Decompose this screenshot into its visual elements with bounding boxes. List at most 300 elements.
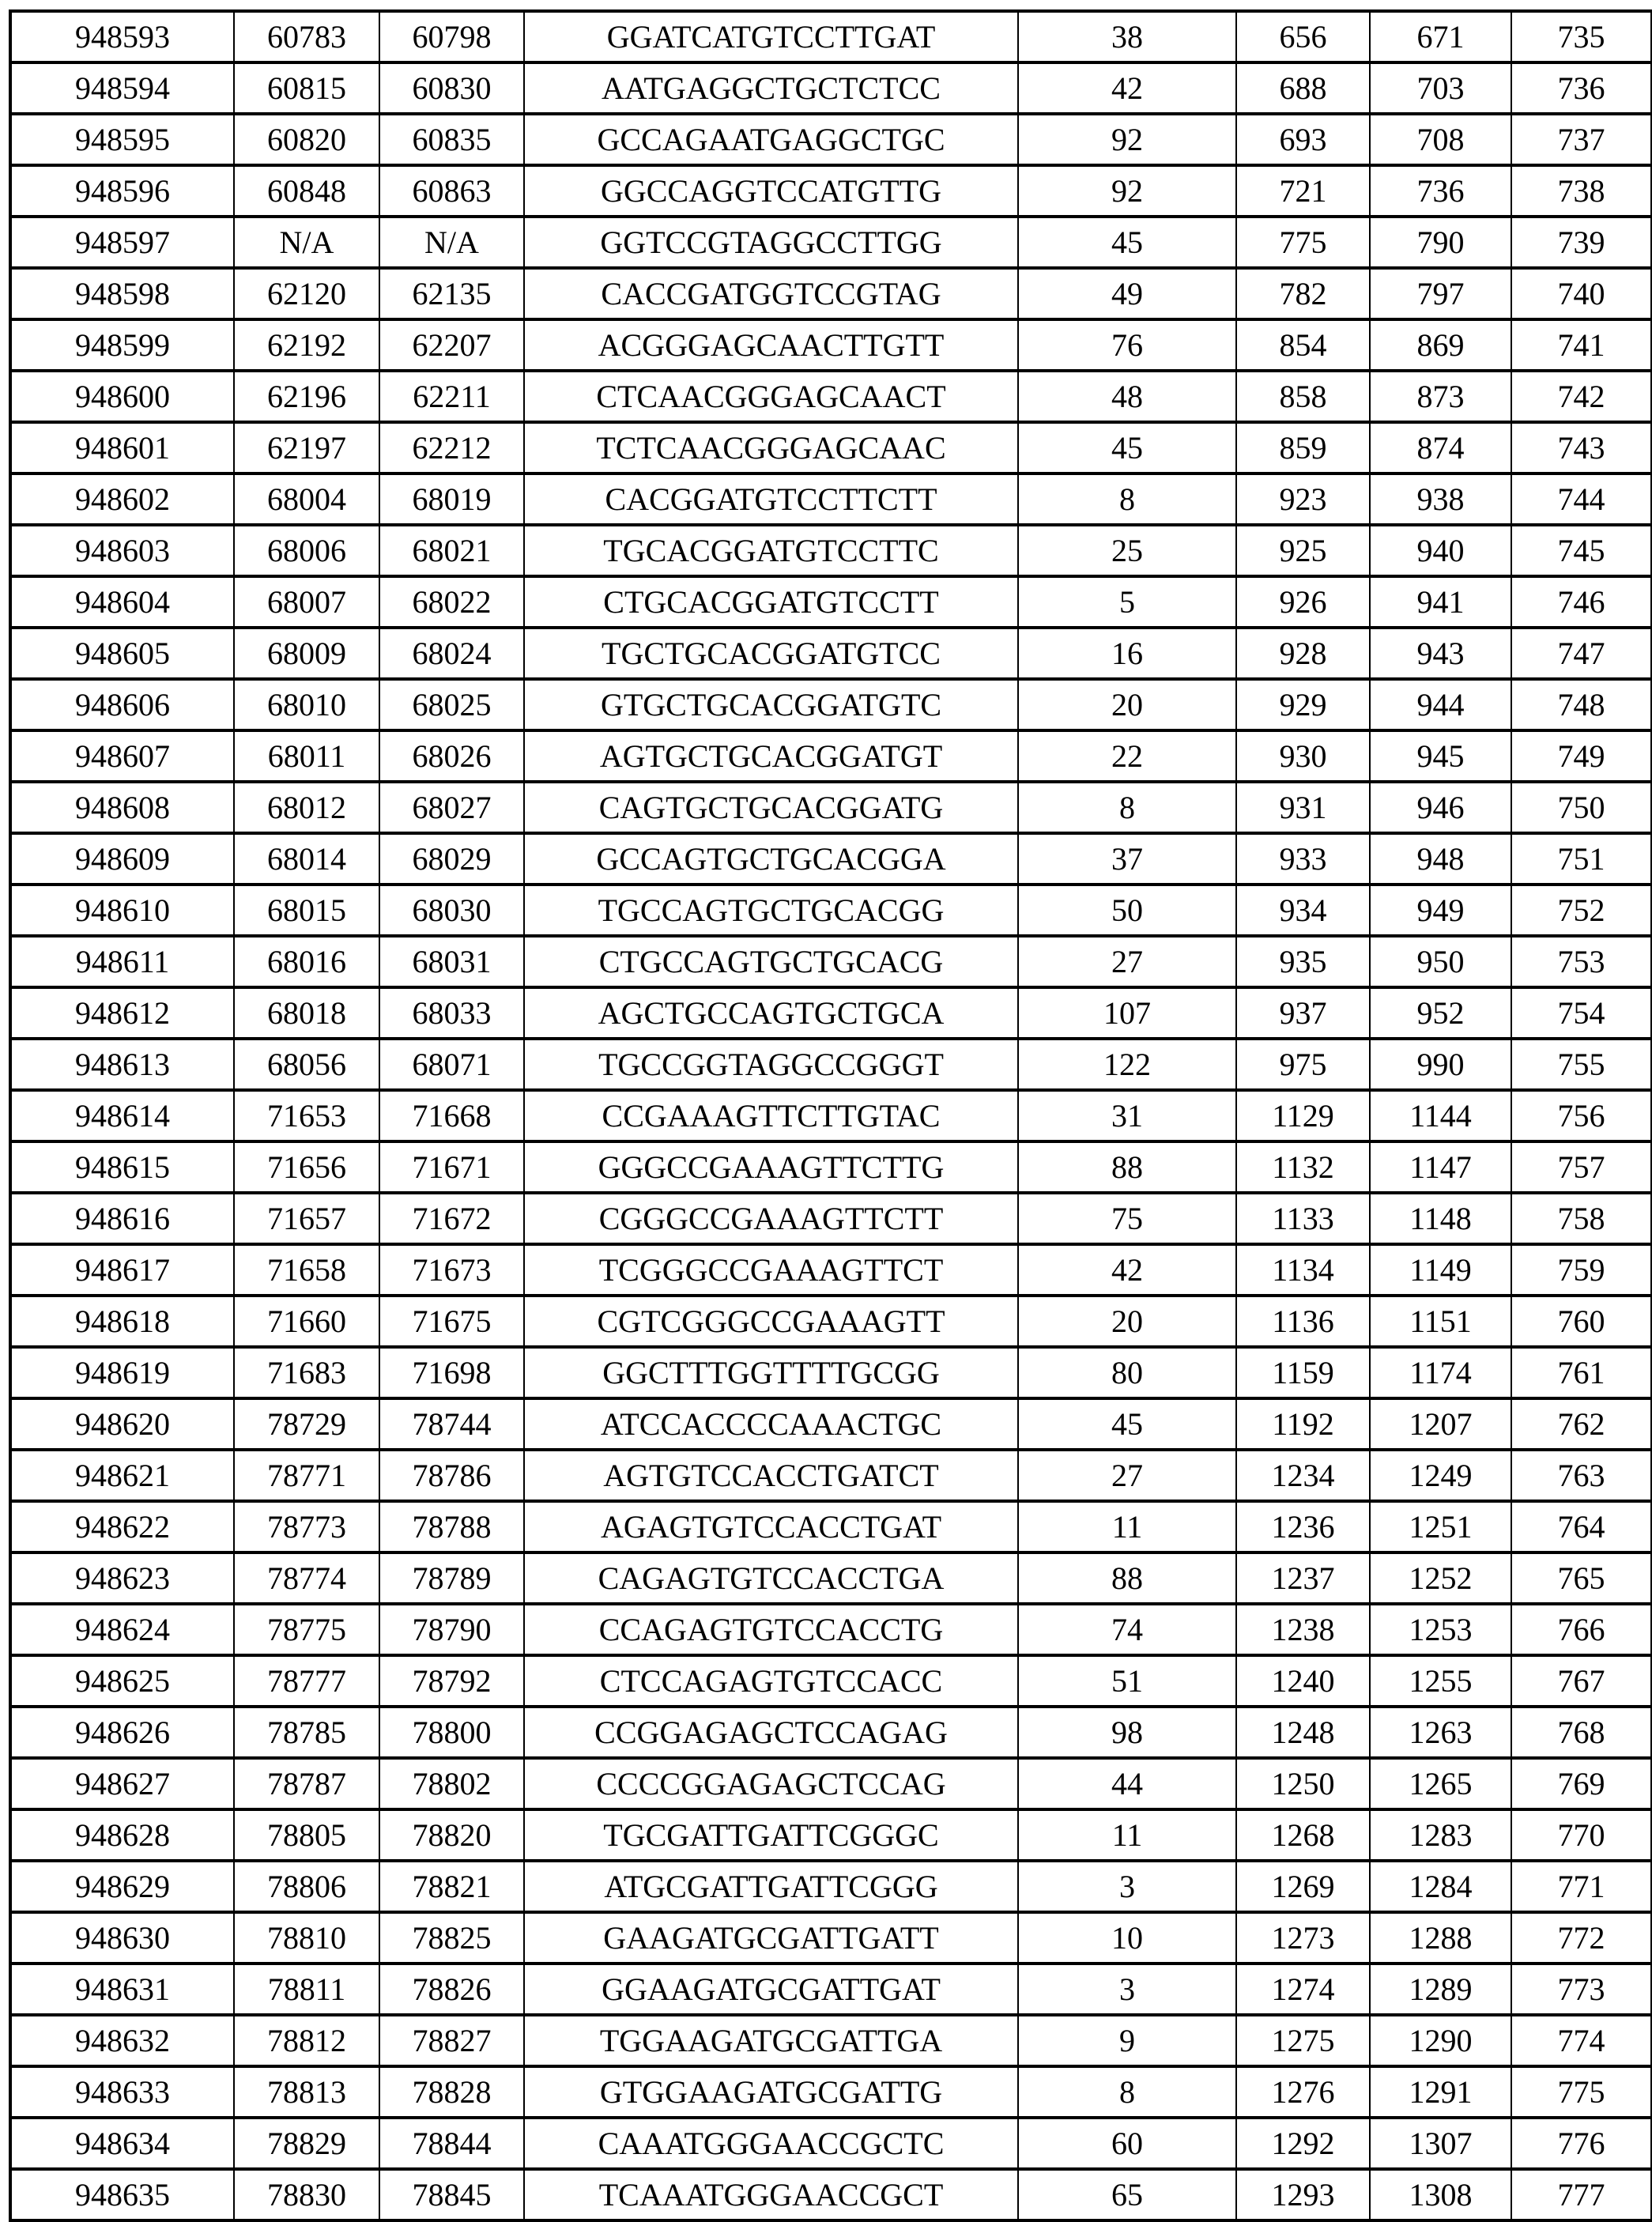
stop-site-cell: 71671: [379, 1141, 524, 1193]
table-row: [10, 1039, 1652, 1090]
site-stop-cell: 1284: [1370, 1861, 1511, 1912]
start-site-cell: 60783: [234, 11, 379, 62]
site-start-cell: 925: [1236, 525, 1370, 576]
start-site-cell: 78830: [234, 2169, 379, 2220]
value-cell: 88: [1018, 1141, 1236, 1193]
sequence-cell: CACCGATGGTCCGTAG: [524, 268, 1018, 319]
start-site-cell: 78785: [234, 1707, 379, 1758]
site-start-cell: 1132: [1236, 1141, 1370, 1193]
seq-id-cell: 772: [1511, 1912, 1652, 1964]
stop-site-cell: 60798: [379, 11, 524, 62]
stop-site-cell: 78820: [379, 1809, 524, 1861]
seq-id-cell: 774: [1511, 2015, 1652, 2066]
stop-site-cell: 68071: [379, 1039, 524, 1090]
sequence-cell: CAAATGGGAACCGCTC: [524, 2118, 1018, 2169]
start-site-cell: 68012: [234, 782, 379, 833]
seq-id-cell: 756: [1511, 1090, 1652, 1141]
seq-id-cell: 737: [1511, 114, 1652, 165]
compound-id-cell: 948609: [10, 833, 234, 885]
site-stop-cell: 949: [1370, 885, 1511, 936]
stop-site-cell: 62135: [379, 268, 524, 319]
table-row: [10, 525, 1652, 576]
start-site-cell: 78773: [234, 1501, 379, 1552]
seq-id-cell: 771: [1511, 1861, 1652, 1912]
compound-id-cell: 948604: [10, 576, 234, 628]
compound-id-cell: 948634: [10, 2118, 234, 2169]
compound-id-cell: 948595: [10, 114, 234, 165]
site-stop-cell: 1149: [1370, 1244, 1511, 1296]
sequence-cell: GGCCAGGTCCATGTTG: [524, 165, 1018, 217]
start-site-cell: 62197: [234, 422, 379, 473]
compound-id-cell: 948598: [10, 268, 234, 319]
compound-id-cell: 948623: [10, 1552, 234, 1604]
stop-site-cell: 78845: [379, 2169, 524, 2220]
compound-id-cell: 948622: [10, 1501, 234, 1552]
compound-id-cell: 948607: [10, 730, 234, 782]
sequence-cell: CCAGAGTGTCCACCTG: [524, 1604, 1018, 1655]
start-site-cell: 78775: [234, 1604, 379, 1655]
site-start-cell: 1192: [1236, 1398, 1370, 1450]
sequence-cell: TCGGGCCGAAAGTTCT: [524, 1244, 1018, 1296]
table-row: [10, 165, 1652, 217]
stop-site-cell: 78826: [379, 1964, 524, 2015]
sequence-cell: ACGGGAGCAACTTGTT: [524, 319, 1018, 371]
stop-site-cell: 62212: [379, 422, 524, 473]
site-stop-cell: 1253: [1370, 1604, 1511, 1655]
site-stop-cell: 873: [1370, 371, 1511, 422]
table-row: [10, 422, 1652, 473]
start-site-cell: 62192: [234, 319, 379, 371]
sequence-cell: GCCAGTGCTGCACGGA: [524, 833, 1018, 885]
value-cell: 5: [1018, 576, 1236, 628]
sequence-cell: CCGAAAGTTCTTGTAC: [524, 1090, 1018, 1141]
site-start-cell: 1248: [1236, 1707, 1370, 1758]
site-stop-cell: 1144: [1370, 1090, 1511, 1141]
seq-id-cell: 768: [1511, 1707, 1652, 1758]
start-site-cell: 62120: [234, 268, 379, 319]
start-site-cell: 71683: [234, 1347, 379, 1398]
value-cell: 45: [1018, 422, 1236, 473]
table-row: [10, 371, 1652, 422]
table-row: [10, 1552, 1652, 1604]
sequence-cell: CAGTGCTGCACGGATG: [524, 782, 1018, 833]
seq-id-cell: 763: [1511, 1450, 1652, 1501]
seq-id-cell: 749: [1511, 730, 1652, 782]
stop-site-cell: 68021: [379, 525, 524, 576]
site-start-cell: 721: [1236, 165, 1370, 217]
seq-id-cell: 775: [1511, 2066, 1652, 2118]
site-stop-cell: 941: [1370, 576, 1511, 628]
compound-id-cell: 948610: [10, 885, 234, 936]
seq-id-cell: 767: [1511, 1655, 1652, 1707]
site-stop-cell: 1249: [1370, 1450, 1511, 1501]
table-row: [10, 1090, 1652, 1141]
stop-site-cell: 68022: [379, 576, 524, 628]
compound-id-cell: 948601: [10, 422, 234, 473]
start-site-cell: 68004: [234, 473, 379, 525]
site-stop-cell: 1263: [1370, 1707, 1511, 1758]
seq-id-cell: 758: [1511, 1193, 1652, 1244]
value-cell: 74: [1018, 1604, 1236, 1655]
sequence-cell: GAAGATGCGATTGATT: [524, 1912, 1018, 1964]
site-start-cell: 930: [1236, 730, 1370, 782]
value-cell: 31: [1018, 1090, 1236, 1141]
sequence-cell: TGCCAGTGCTGCACGG: [524, 885, 1018, 936]
site-start-cell: 923: [1236, 473, 1370, 525]
start-site-cell: 60820: [234, 114, 379, 165]
value-cell: 65: [1018, 2169, 1236, 2220]
compound-id-cell: 948628: [10, 1809, 234, 1861]
value-cell: 92: [1018, 114, 1236, 165]
seq-id-cell: 741: [1511, 319, 1652, 371]
site-stop-cell: 940: [1370, 525, 1511, 576]
start-site-cell: N/A: [234, 217, 379, 268]
stop-site-cell: 71675: [379, 1296, 524, 1347]
sequence-cell: CTCCAGAGTGTCCACC: [524, 1655, 1018, 1707]
value-cell: 16: [1018, 628, 1236, 679]
seq-id-cell: 765: [1511, 1552, 1652, 1604]
start-site-cell: 78771: [234, 1450, 379, 1501]
sequence-cell: TGCACGGATGTCCTTC: [524, 525, 1018, 576]
stop-site-cell: 78802: [379, 1758, 524, 1809]
stop-site-cell: 68026: [379, 730, 524, 782]
site-stop-cell: 944: [1370, 679, 1511, 730]
value-cell: 3: [1018, 1964, 1236, 2015]
seq-id-cell: 753: [1511, 936, 1652, 987]
table-row: [10, 730, 1652, 782]
compound-id-cell: 948605: [10, 628, 234, 679]
site-start-cell: 1250: [1236, 1758, 1370, 1809]
stop-site-cell: 78744: [379, 1398, 524, 1450]
start-site-cell: 68009: [234, 628, 379, 679]
stop-site-cell: 68031: [379, 936, 524, 987]
seq-id-cell: 740: [1511, 268, 1652, 319]
sequence-cell: CGTCGGGCCGAAAGTT: [524, 1296, 1018, 1347]
value-cell: 42: [1018, 62, 1236, 114]
value-cell: 122: [1018, 1039, 1236, 1090]
site-stop-cell: 950: [1370, 936, 1511, 987]
value-cell: 76: [1018, 319, 1236, 371]
site-start-cell: 1268: [1236, 1809, 1370, 1861]
value-cell: 80: [1018, 1347, 1236, 1398]
stop-site-cell: 78790: [379, 1604, 524, 1655]
start-site-cell: 71653: [234, 1090, 379, 1141]
compound-id-cell: 948611: [10, 936, 234, 987]
site-start-cell: 858: [1236, 371, 1370, 422]
sequence-cell: TGCGATTGATTCGGGC: [524, 1809, 1018, 1861]
table-row: [10, 833, 1652, 885]
sequence-cell: AGTGCTGCACGGATGT: [524, 730, 1018, 782]
value-cell: 45: [1018, 217, 1236, 268]
table-row: [10, 2015, 1652, 2066]
seq-id-cell: 770: [1511, 1809, 1652, 1861]
site-start-cell: 1292: [1236, 2118, 1370, 2169]
site-stop-cell: 1174: [1370, 1347, 1511, 1398]
site-stop-cell: 671: [1370, 11, 1511, 62]
site-start-cell: 1237: [1236, 1552, 1370, 1604]
site-stop-cell: 952: [1370, 987, 1511, 1039]
compound-id-cell: 948600: [10, 371, 234, 422]
table-row: [10, 2118, 1652, 2169]
start-site-cell: 78729: [234, 1398, 379, 1450]
sequence-cell: TCAAATGGGAACCGCT: [524, 2169, 1018, 2220]
seq-id-cell: 777: [1511, 2169, 1652, 2220]
start-site-cell: 68007: [234, 576, 379, 628]
start-site-cell: 68056: [234, 1039, 379, 1090]
site-start-cell: 1269: [1236, 1861, 1370, 1912]
sequence-cell: GCCAGAATGAGGCTGC: [524, 114, 1018, 165]
value-cell: 60: [1018, 2118, 1236, 2169]
start-site-cell: 78777: [234, 1655, 379, 1707]
start-site-cell: 62196: [234, 371, 379, 422]
site-start-cell: 1133: [1236, 1193, 1370, 1244]
site-stop-cell: 1252: [1370, 1552, 1511, 1604]
table-row: [10, 936, 1652, 987]
value-cell: 8: [1018, 473, 1236, 525]
start-site-cell: 60815: [234, 62, 379, 114]
sequence-cell: TGGAAGATGCGATTGA: [524, 2015, 1018, 2066]
table-row: [10, 1244, 1652, 1296]
seq-id-cell: 738: [1511, 165, 1652, 217]
site-start-cell: 929: [1236, 679, 1370, 730]
compound-id-cell: 948627: [10, 1758, 234, 1809]
stop-site-cell: 71672: [379, 1193, 524, 1244]
sequence-cell: CTCAACGGGAGCAACT: [524, 371, 1018, 422]
start-site-cell: 71656: [234, 1141, 379, 1193]
start-site-cell: 71660: [234, 1296, 379, 1347]
sequence-cell: CAGAGTGTCCACCTGA: [524, 1552, 1018, 1604]
site-stop-cell: 1307: [1370, 2118, 1511, 2169]
seq-id-cell: 744: [1511, 473, 1652, 525]
site-stop-cell: 1291: [1370, 2066, 1511, 2118]
sequence-cell: AGTGTCCACCTGATCT: [524, 1450, 1018, 1501]
sequence-cell: ATCCACCCCAAACTGC: [524, 1398, 1018, 1450]
table-row: [10, 628, 1652, 679]
seq-id-cell: 750: [1511, 782, 1652, 833]
table-row: [10, 1707, 1652, 1758]
site-stop-cell: 948: [1370, 833, 1511, 885]
compound-id-cell: 948608: [10, 782, 234, 833]
stop-site-cell: 68019: [379, 473, 524, 525]
compound-id-cell: 948603: [10, 525, 234, 576]
compound-id-cell: 948632: [10, 2015, 234, 2066]
compound-id-cell: 948629: [10, 1861, 234, 1912]
sequence-cell: AATGAGGCTGCTCTCC: [524, 62, 1018, 114]
compound-id-cell: 948621: [10, 1450, 234, 1501]
compound-id-cell: 948619: [10, 1347, 234, 1398]
site-start-cell: 1159: [1236, 1347, 1370, 1398]
compound-id-cell: 948635: [10, 2169, 234, 2220]
stop-site-cell: 78844: [379, 2118, 524, 2169]
sequence-cell: CTGCCAGTGCTGCACG: [524, 936, 1018, 987]
seq-id-cell: 747: [1511, 628, 1652, 679]
value-cell: 8: [1018, 782, 1236, 833]
value-cell: 11: [1018, 1809, 1236, 1861]
seq-id-cell: 764: [1511, 1501, 1652, 1552]
site-start-cell: 937: [1236, 987, 1370, 1039]
seq-id-cell: 745: [1511, 525, 1652, 576]
site-start-cell: 934: [1236, 885, 1370, 936]
seq-id-cell: 748: [1511, 679, 1652, 730]
value-cell: 22: [1018, 730, 1236, 782]
site-stop-cell: 945: [1370, 730, 1511, 782]
table-row: [10, 2066, 1652, 2118]
site-start-cell: 1136: [1236, 1296, 1370, 1347]
compound-id-cell: 948613: [10, 1039, 234, 1090]
seq-id-cell: 743: [1511, 422, 1652, 473]
site-start-cell: 1275: [1236, 2015, 1370, 2066]
site-stop-cell: 938: [1370, 473, 1511, 525]
site-stop-cell: 736: [1370, 165, 1511, 217]
sequence-cell: CTGCACGGATGTCCTT: [524, 576, 1018, 628]
table-row: [10, 473, 1652, 525]
table-row: [10, 217, 1652, 268]
start-site-cell: 68014: [234, 833, 379, 885]
compound-id-cell: 948624: [10, 1604, 234, 1655]
site-start-cell: 782: [1236, 268, 1370, 319]
sequence-cell: AGCTGCCAGTGCTGCA: [524, 987, 1018, 1039]
table-row: [10, 1604, 1652, 1655]
table-row: [10, 1296, 1652, 1347]
compound-id-cell: 948633: [10, 2066, 234, 2118]
site-start-cell: 1240: [1236, 1655, 1370, 1707]
stop-site-cell: 62211: [379, 371, 524, 422]
start-site-cell: 68015: [234, 885, 379, 936]
start-site-cell: 78805: [234, 1809, 379, 1861]
sequence-cell: ATGCGATTGATTCGGG: [524, 1861, 1018, 1912]
site-stop-cell: 703: [1370, 62, 1511, 114]
compound-id-cell: 948612: [10, 987, 234, 1039]
value-cell: 92: [1018, 165, 1236, 217]
seq-id-cell: 762: [1511, 1398, 1652, 1450]
compound-id-cell: 948618: [10, 1296, 234, 1347]
compound-id-cell: 948631: [10, 1964, 234, 2015]
start-site-cell: 71657: [234, 1193, 379, 1244]
sequence-cell: GGGCCGAAAGTTCTTG: [524, 1141, 1018, 1193]
value-cell: 38: [1018, 11, 1236, 62]
stop-site-cell: 60830: [379, 62, 524, 114]
value-cell: 45: [1018, 1398, 1236, 1450]
site-start-cell: 928: [1236, 628, 1370, 679]
start-site-cell: 78810: [234, 1912, 379, 1964]
table-row: [10, 11, 1652, 62]
start-site-cell: 71658: [234, 1244, 379, 1296]
site-start-cell: 935: [1236, 936, 1370, 987]
compound-id-cell: 948614: [10, 1090, 234, 1141]
stop-site-cell: 68033: [379, 987, 524, 1039]
start-site-cell: 68011: [234, 730, 379, 782]
value-cell: 49: [1018, 268, 1236, 319]
site-start-cell: 859: [1236, 422, 1370, 473]
site-stop-cell: 1251: [1370, 1501, 1511, 1552]
site-stop-cell: 1147: [1370, 1141, 1511, 1193]
value-cell: 9: [1018, 2015, 1236, 2066]
sequence-cell: CGGGCCGAAAGTTCTT: [524, 1193, 1018, 1244]
stop-site-cell: 68025: [379, 679, 524, 730]
stop-site-cell: N/A: [379, 217, 524, 268]
table-body: [10, 11, 1652, 2220]
site-start-cell: 1234: [1236, 1450, 1370, 1501]
sequence-cell: CCCCGGAGAGCTCCAG: [524, 1758, 1018, 1809]
site-stop-cell: 874: [1370, 422, 1511, 473]
table-row: [10, 679, 1652, 730]
sequence-cell: TCTCAACGGGAGCAAC: [524, 422, 1018, 473]
sequence-cell: GTGCTGCACGGATGTC: [524, 679, 1018, 730]
table-row: [10, 1758, 1652, 1809]
stop-site-cell: 60863: [379, 165, 524, 217]
value-cell: 11: [1018, 1501, 1236, 1552]
site-start-cell: 926: [1236, 576, 1370, 628]
site-stop-cell: 1308: [1370, 2169, 1511, 2220]
start-site-cell: 78774: [234, 1552, 379, 1604]
site-stop-cell: 869: [1370, 319, 1511, 371]
compound-id-cell: 948593: [10, 11, 234, 62]
table-row: [10, 1861, 1652, 1912]
seq-id-cell: 769: [1511, 1758, 1652, 1809]
seq-id-cell: 742: [1511, 371, 1652, 422]
site-start-cell: 1274: [1236, 1964, 1370, 2015]
table-row: [10, 1398, 1652, 1450]
table-row: [10, 1141, 1652, 1193]
table-row: [10, 1655, 1652, 1707]
start-site-cell: 60848: [234, 165, 379, 217]
compound-id-cell: 948594: [10, 62, 234, 114]
sequence-cell: CACGGATGTCCTTCTT: [524, 473, 1018, 525]
value-cell: 27: [1018, 936, 1236, 987]
stop-site-cell: 78788: [379, 1501, 524, 1552]
table-row: [10, 268, 1652, 319]
sequence-cell: GGATCATGTCCTTGAT: [524, 11, 1018, 62]
table-row: [10, 319, 1652, 371]
seq-id-cell: 766: [1511, 1604, 1652, 1655]
table-row: [10, 1501, 1652, 1552]
seq-id-cell: 755: [1511, 1039, 1652, 1090]
table-row: [10, 1809, 1652, 1861]
seq-id-cell: 759: [1511, 1244, 1652, 1296]
table-row: [10, 1347, 1652, 1398]
start-site-cell: 78812: [234, 2015, 379, 2066]
stop-site-cell: 78800: [379, 1707, 524, 1758]
site-stop-cell: 1148: [1370, 1193, 1511, 1244]
site-start-cell: 1134: [1236, 1244, 1370, 1296]
seq-id-cell: 776: [1511, 2118, 1652, 2169]
site-stop-cell: 1265: [1370, 1758, 1511, 1809]
compound-id-cell: 948620: [10, 1398, 234, 1450]
seq-id-cell: 735: [1511, 11, 1652, 62]
seq-id-cell: 752: [1511, 885, 1652, 936]
seq-id-cell: 751: [1511, 833, 1652, 885]
site-start-cell: 933: [1236, 833, 1370, 885]
value-cell: 48: [1018, 371, 1236, 422]
site-stop-cell: 1255: [1370, 1655, 1511, 1707]
seq-id-cell: 736: [1511, 62, 1652, 114]
site-stop-cell: 1151: [1370, 1296, 1511, 1347]
value-cell: 107: [1018, 987, 1236, 1039]
table-row: [10, 1912, 1652, 1964]
table-row: [10, 782, 1652, 833]
stop-site-cell: 60835: [379, 114, 524, 165]
sequence-cell: GTGGAAGATGCGATTG: [524, 2066, 1018, 2118]
seq-id-cell: 746: [1511, 576, 1652, 628]
stop-site-cell: 78827: [379, 2015, 524, 2066]
stop-site-cell: 68029: [379, 833, 524, 885]
site-start-cell: 693: [1236, 114, 1370, 165]
site-stop-cell: 708: [1370, 114, 1511, 165]
site-stop-cell: 1207: [1370, 1398, 1511, 1450]
sequence-cell: TGCCGGTAGGCCGGGT: [524, 1039, 1018, 1090]
site-start-cell: 1276: [1236, 2066, 1370, 2118]
stop-site-cell: 78828: [379, 2066, 524, 2118]
